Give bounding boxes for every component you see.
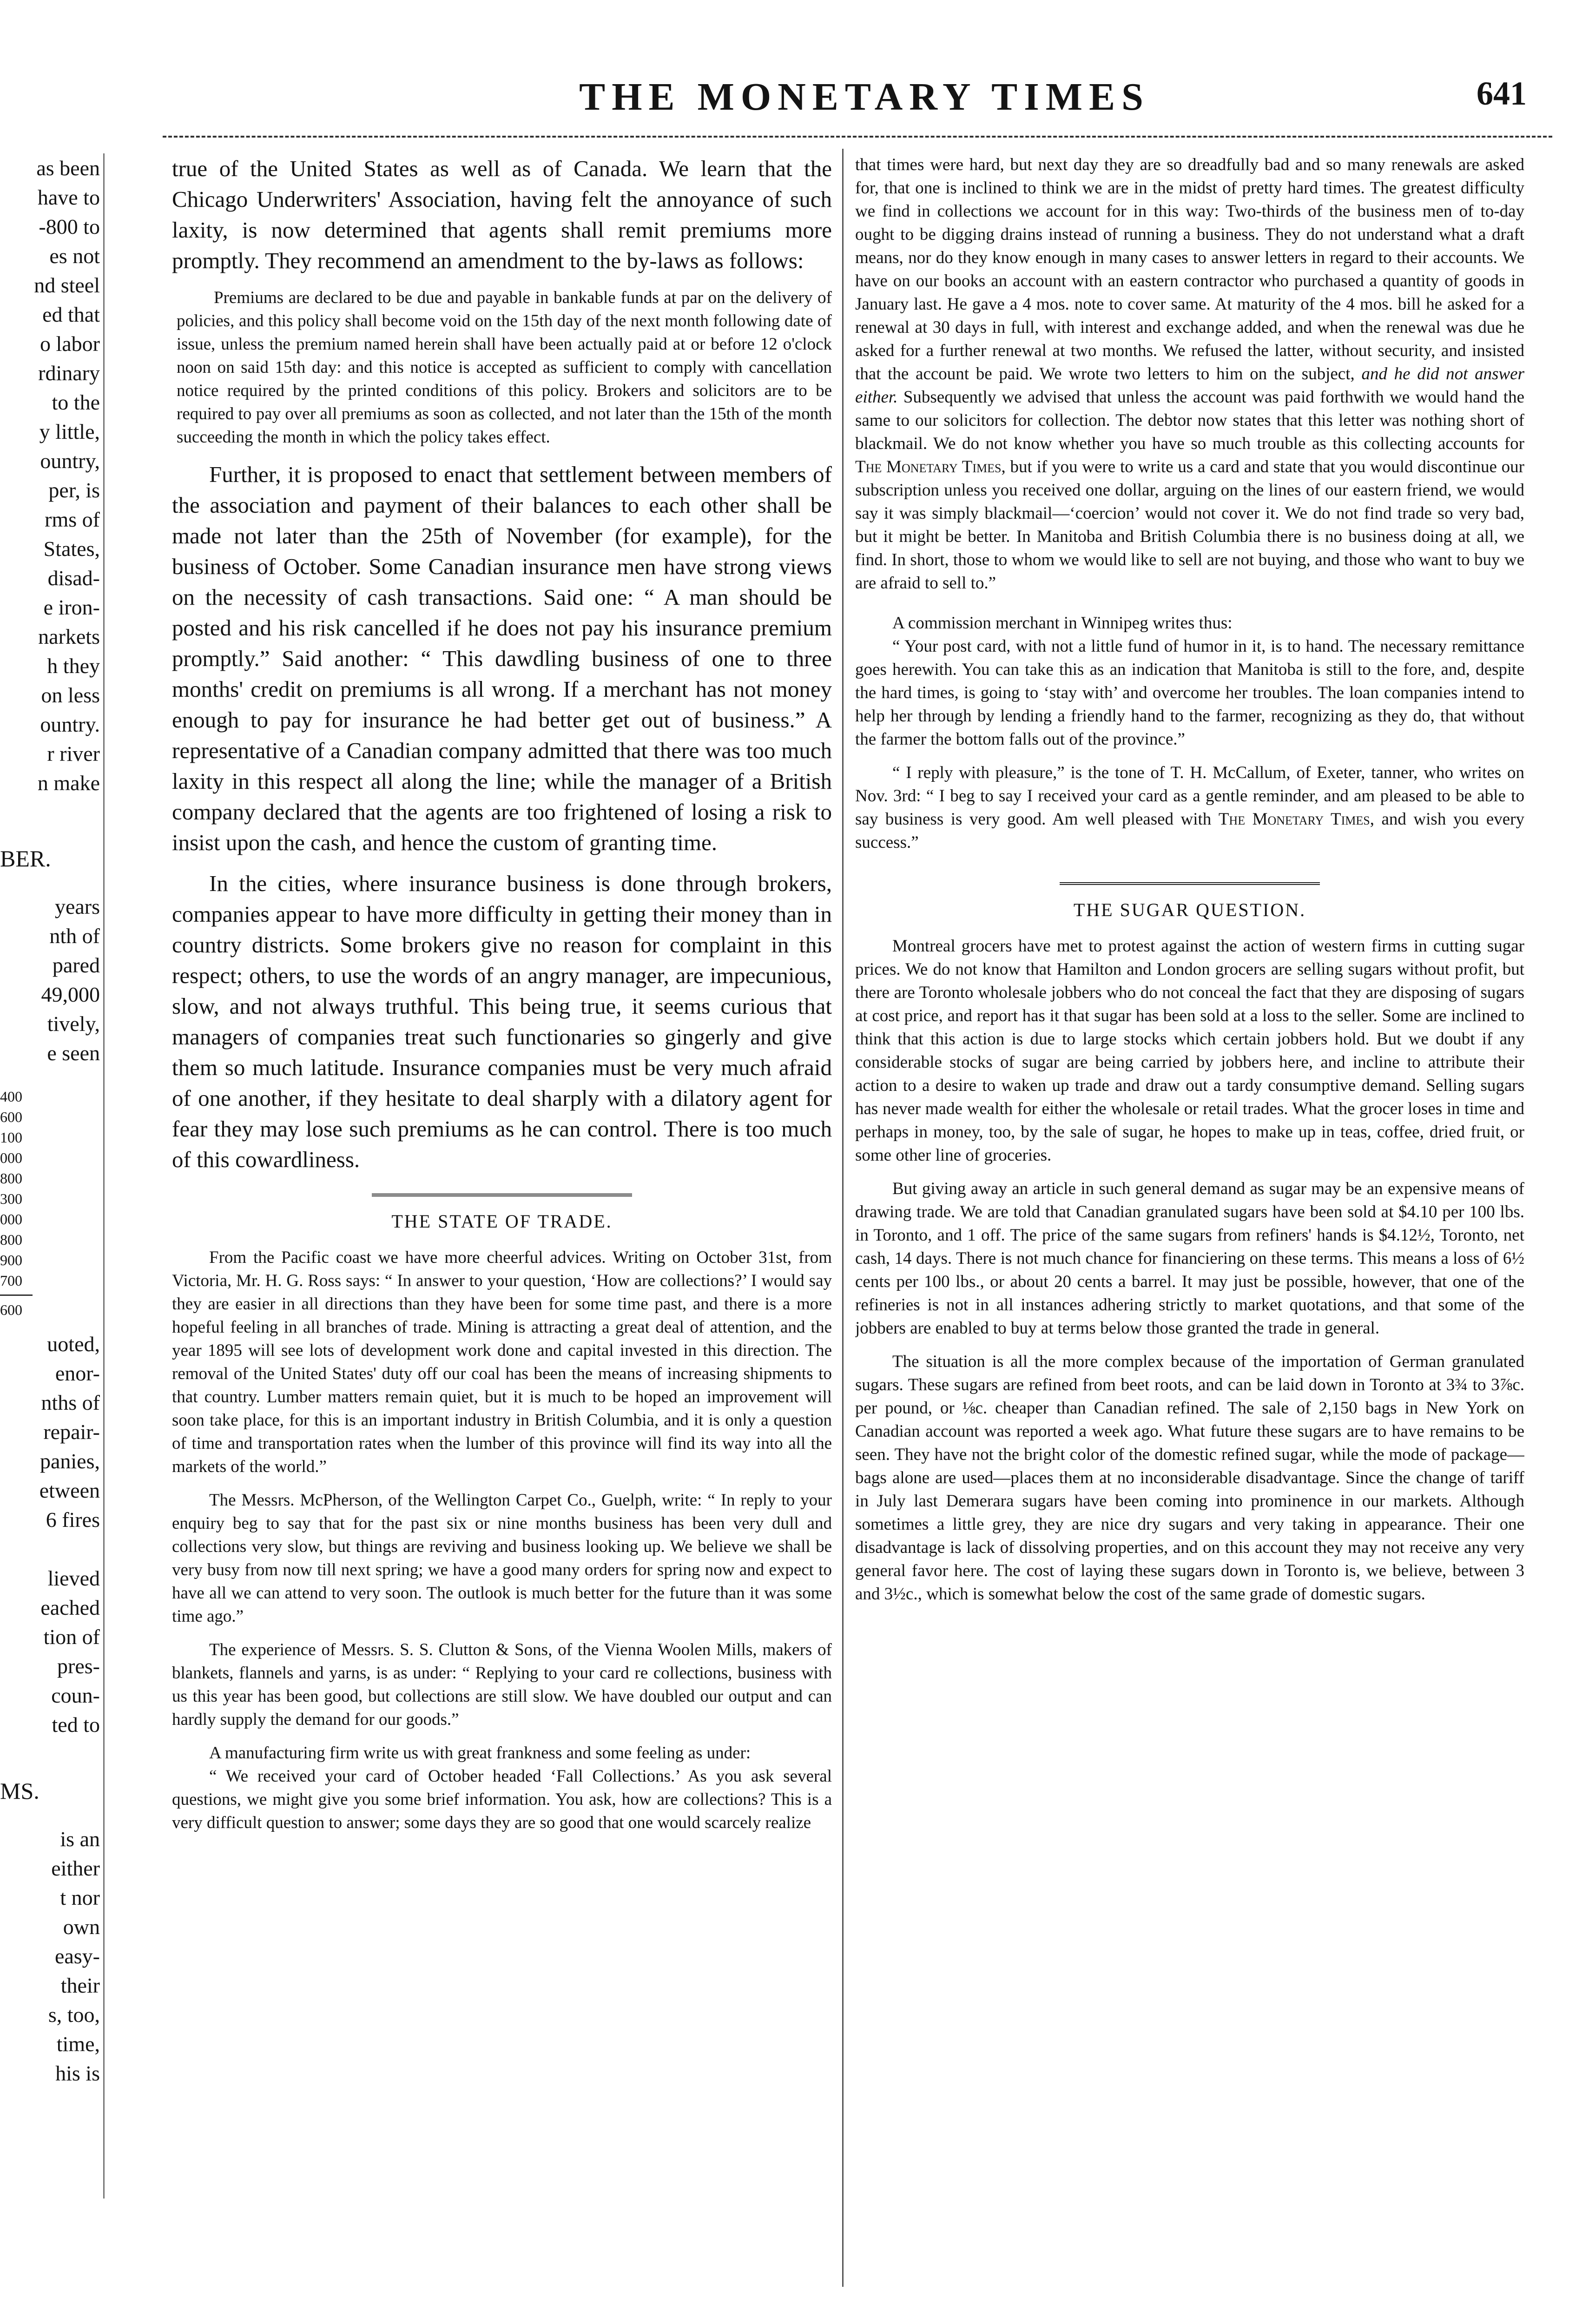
left-fragment-line: per, is <box>48 478 100 502</box>
trade-paragraph: The experience of Messrs. S. S. Clutton & Sons, of the Vienna Woolen Mills, makers of blankets, flannels and yarns, is as under: “ Replying to your card re collections, business with us this year has been good, but collections are still slow. We have doubled our output and can hardly supply the demand for our goods.” <box>172 1640 832 1729</box>
left-fragment-line: on less <box>41 683 100 707</box>
left-fragment-line: h they <box>47 654 100 678</box>
left-fragment-number: 000 <box>0 1149 22 1166</box>
left-fragment-number: 300 <box>0 1190 22 1207</box>
left-fragment-number: 000 <box>0 1211 22 1228</box>
left-fragment-heading-2: MS. <box>0 1778 40 1804</box>
left-fragment-line: coun- <box>51 1684 100 1707</box>
sugar-paragraph: The situation is all the more complex because of the importation of German granulated sugars. These sugars are refined from beet roots, and can be laid down in Toronto at 3¾ to 3⅞c. per pound, or ⅛c. cheaper than Canadian refined. The sale of 2,150 bags in New York on Canadian account was reported a week ago. What future these sugars are to have remains to be seen. They have not the bright color of the domestic refined sugar, while the mode of package—bags alone are used—places them at no inconsiderable disadvantage. Since the change of tariff in July last Demerara sugars have been coming into prominence in our markets. Although sometimes a little grey, they are nice dry sugars and very taking in appearance. Their one disadvantage is lack of dissolving properties, and on this account they may not receive any very general favor here. The cost of laying these sugars down in Toronto is, we believe, between 3 and 3½c., which is somewhat below the cost of the same grade of domestic sugars. <box>855 1352 1524 1604</box>
left-fragment-lines-bottom <box>0 1824 100 2088</box>
left-fragment-line: e iron- <box>43 595 100 619</box>
left-fragment-line: 49,000 <box>41 983 100 1006</box>
left-fragment-line: disad- <box>47 566 100 590</box>
left-fragment-line: uoted, <box>47 1332 100 1356</box>
right-column <box>855 153 1524 2291</box>
left-fragment-heading: BER. <box>0 845 51 872</box>
left-fragment-number: 800 <box>0 1170 22 1187</box>
left-fragment-line: r river <box>47 742 100 766</box>
left-fragment-line: ountry. <box>40 713 100 736</box>
trade-paragraph: “ We received your card of October headed ‘Fall Collections.’ As you ask several questions, we might give you some brief information. You ask, how are collections? This is a very difficult question to answer; some days they are so good that one would scarcely realize <box>172 1767 832 1832</box>
left-fragment-line: ountry, <box>40 449 100 473</box>
letter-continuation: that times were hard, but next day they are so dreadfully bad and so many renewals are asked for, that one is inclined to think we are in the midst of pretty hard times. The greatest difficulty we find in collections we account for in this way: Two-thirds of the business men of to-day ought to be digging drains instead of running a business. They do not understand what a draft means, nor do they know enough in many cases to answer letters in regard to their accounts. We have on our books an account with an eastern contractor who purchased a quantity of goods in January last. He gave a 4 mos. note to cover same. At maturity of the 4 mos. bill he asked for a renewal at 30 days in full, with interest and exchange added, and when the renewal was due he asked for a further renewal at two months. We refused the latter, without security, and insisted that the account be paid. We wrote two letters to him on the subject, and he did not answer either. Subsequently we advised that unless the account was paid forthwith we would hand the same to our solicitors for collection. The debtor now states that this letter was nothing short of blackmail. We do not know whether you have so much trouble as this collecting accounts for The Monetary Times, but if you were to write us a card and state that you would discontinue our subscription unless you received one dollar, arguing on the lines of our eastern friend, we would say it was simply blackmail—‘coercion’ would not cover it. We do not find trade so very bad, but it might be better. In Manitoba and British Columbia there is no business doing at all, we find. In short, those to whom we would like to sell are not buying, and those who want to buy we are afraid to sell to.” <box>855 155 1524 593</box>
left-fragment-lines-mid <box>0 892 100 1068</box>
header-rule <box>163 136 1552 138</box>
article-paragraph: In the cities, where insurance business is done through brokers, companies appear to have more difficulty in getting their money than in country districts. Some brokers give no reason for complaint in this respect; others, to use the words of an angry manager, are impecunious, slow, and not always truthful. This being true, it seems curious that managers of companies treat such functionaries so gingerly and give them so much latitude. Insurance companies must be very much afraid of one another, if they hesitate to deal sharply with a dilatory agent for fear they may lose such premiums as he can control. There is too much of this cowardliness. <box>172 871 832 1172</box>
trade-paragraph: A manufacturing firm write us with great frankness and some feeling as under: <box>209 1743 751 1763</box>
left-fragment-line: nths of <box>41 1391 100 1414</box>
left-fragment-line: ed that <box>42 303 100 326</box>
left-fragment-line: n make <box>37 771 100 795</box>
left-fragment-line: nd steel <box>34 273 100 297</box>
left-fragment-number: 400 <box>0 1088 22 1105</box>
left-fragment-line: lieved <box>47 1566 100 1590</box>
left-fragment-numbers <box>0 1086 100 1291</box>
left-fragment-line: own <box>63 1915 100 1939</box>
left-fragment-line: time, <box>56 2032 100 2056</box>
left-fragment-line: panies, <box>40 1449 100 1473</box>
left-fragment-line: y little, <box>39 420 100 443</box>
left-column-rule <box>103 153 105 2199</box>
left-fragment-line: rdinary <box>38 361 100 385</box>
left-fragment-line: years <box>54 895 100 918</box>
left-fragment-line: tively, <box>47 1012 100 1036</box>
article-paragraph: Further, it is proposed to enact that settlement between members of the association and payment of their balances to each other shall be made not later than the 25th of November (for example), for the business of October. Some Canadian insurance men have strong views on the necessity of cash transactions. Said one: “ A man should be posted and his risk cancelled if he does not pay his insurance premium promptly.” Said another: “ This dawdling business of one to three months' credit on premiums is all wrong. If a merchant has not money enough to pay for insurance he had better get out of business.” A representative of a Canadian company admitted that there was too much laxity in this respect all along the line; while the manager of a British company declared that the agents are too frightened of losing a risk to insist upon the cash, and hence the custom of granting time. <box>172 462 832 855</box>
article-paragraph: true of the United States as well as of Canada. We learn that the Chicago Underwriters' Association, having felt the annoyance of such laxity, is now determined that agents shall remit premiums more promptly. They recommend an amendment to the by-laws as follows: <box>172 156 832 273</box>
left-fragment-line: to the <box>52 390 100 414</box>
letter-paragraph: “ I reply with pleasure,” is the tone of T. H. McCallum, of Exeter, tanner, who writes on Nov. 3rd: “ I beg to say I received your card as a gentle reminder, and am pleased to be able to say business is very good. Am well pleased with The Monetary Times, and wish you every success.” <box>855 763 1524 852</box>
left-fragment-line <box>0 1534 100 1564</box>
left-fragment-line: their <box>60 1974 100 1997</box>
page-header <box>167 74 1562 135</box>
left-fragment-line: pres- <box>57 1654 100 1678</box>
left-fragment-lines-lower <box>0 1329 100 1739</box>
left-fragment-line: States, <box>43 537 100 561</box>
bylaw-quote: Premiums are declared to be due and payable in bankable funds at par on the delivery of policies, and this policy shall become void on the 15th day of the next month following date of issue, unless the premium named herein shall have been actually paid at or before 12 o'clock noon on said 15th day: and this notice is accepted as sufficient to comply with cancellation notice required by the printed conditions of this policy. Brokers and solicitors are to be required to pay over all premiums as soon as collected, and not later than the 15th of the month succeeding the month in which the policy takes effect. <box>177 288 832 447</box>
left-fragment-number-total: 600 <box>0 1301 22 1318</box>
left-fragment-line: narkets <box>38 625 100 648</box>
left-fragment-line: e seen <box>47 1041 100 1065</box>
letter-intro: A commission merchant in Winnipeg writes thus: <box>892 614 1233 633</box>
left-fragment-line: nth of <box>49 924 100 948</box>
left-fragment-line: -800 to <box>39 215 100 238</box>
left-fragment-line: eached <box>40 1596 100 1619</box>
left-fragment-number: 800 <box>0 1231 22 1248</box>
left-fragment-number: 700 <box>0 1272 22 1289</box>
left-fragment-number: 900 <box>0 1252 22 1268</box>
left-fragment-lines-top <box>0 153 100 798</box>
left-fragment-line: have to <box>37 185 100 209</box>
section-rule <box>372 1194 632 1196</box>
trade-paragraph: The Messrs. McPherson, of the Wellington Carpet Co., Guelph, write: “ In reply to your enquiry beg to say that for the past six or nine months business has been very dull and collections very slow, but things are reviving and business looking up. We believe we shall be very busy from now till next spring; we have a good many orders for spring now and expect to have all we can attend to very soon. The outlook is much better for the future than it was some time ago.” <box>172 1491 832 1626</box>
left-fragment-number: 600 <box>0 1109 22 1125</box>
left-fragment-line: his is <box>55 2061 100 2085</box>
trade-paragraph: From the Pacific coast we have more cheerful advices. Writing on October 31st, from Victoria, Mr. H. G. Ross says: “ In answer to your question, ‘How are collections?’ I would say they are easier in all directions than they have been for some time past, and there is a more hopeful feeling in all branches of trade. Mining is attracting a great deal of attention, and the year 1895 will see lots of development work done and capital invested in this direction. The removal of the United States' duty off our coal has been the means of increasing shipments to that country. Lumber matters remain quiet, but it is much to be hoped an improvement will soon take place, for this is an important industry in British Columbia, and it is only a question of time and transportation rates when the lumber of this province will find its way into all the markets of the world.” <box>172 1248 832 1476</box>
left-fragment-line: easy- <box>54 1944 100 1968</box>
column-rule <box>842 149 844 2287</box>
left-fragment-line: pared <box>52 953 100 977</box>
section-rule <box>1060 882 1320 885</box>
left-fragment-line: enor- <box>55 1361 100 1385</box>
left-fragment-number: 100 <box>0 1129 22 1146</box>
left-fragment-line: ted to <box>52 1713 100 1736</box>
left-fragment-column <box>0 153 100 2199</box>
left-fragment-line: repair- <box>43 1420 100 1444</box>
left-fragment-line: s, too, <box>48 2003 100 2027</box>
sugar-paragraph: Montreal grocers have met to protest against the action of western firms in cutting sugar prices. We do not know that Hamilton and London grocers are selling sugars without profit, but there are Toronto wholesale jobbers who do not conceal the fact that they are disposing of sugars at cost price, and report has it that sugar has been sold at a loss to the seller. Some are inclined to think that this action is due to large stocks which certain jobbers hold. But we doubt if any considerable stocks of sugar are being carried by jobbers here, and incline to attribute their action to a desire to waken up trade and draw out a tardy consumptive demand. Selling sugars has never made wealth for either the wholesale or retail trades. What the grocer loses in time and perhaps in money, too, by the sale of sugar, he hopes to make up in teas, coffee, dried fruit, or some other line of groceries. <box>855 937 1524 1165</box>
letter-paragraph: “ Your post card, with not a little fund of humor in it, is to hand. The necessary remittance goes herewith. You can take this as an indication that Manitoba is still to the fore, and, despite the hard times, is going to ‘stay with’ and overcome her troubles. The loan companies intend to help her through by lending a friendly hand to the farmer, recognizing as they do, that without the farmer the bottom falls out of the province.” <box>855 637 1524 749</box>
sugar-paragraph: But giving away an article in such general demand as sugar may be an expensive means of drawing trade. We are told that Canadian granulated sugars have been sold at $4.10 per 100 lbs. in Toronto, and 1 off. The price of the same sugars from refiners' hands is $4.12½, Toronto, net cash, 14 days. There is not much chance for financiering on these terms. This means a loss of 6½ cents per 100 lbs., or about 20 cents a barrel. It may just be possible, however, that one of the refineries is not in all instances adhering strictly to market quotations, and that some of the jobbers are enabled to buy at terms below those granted the trade in general. <box>855 1179 1524 1338</box>
middle-column <box>172 153 832 2291</box>
left-fragment-line: o labor <box>40 332 100 356</box>
page-number: 641 <box>1477 75 1527 112</box>
left-fragment-line: es not <box>49 244 100 268</box>
left-fragment-line: 6 fires <box>46 1508 100 1532</box>
left-fragment-line: either <box>51 1856 100 1880</box>
left-fragment-line: is an <box>60 1827 100 1851</box>
section-heading-sugar-question: THE SUGAR QUESTION. <box>1073 899 1306 920</box>
section-heading-state-of-trade: THE STATE OF TRADE. <box>391 1211 613 1232</box>
left-fragment-line: rms of <box>45 508 100 531</box>
left-fragment-line: t nor <box>60 1886 100 1909</box>
publication-title: THE MONETARY TIMES <box>579 75 1150 119</box>
left-fragment-line: as been <box>36 156 100 180</box>
left-fragment-line: tion of <box>43 1625 100 1649</box>
left-fragment-line: etween <box>39 1479 100 1502</box>
